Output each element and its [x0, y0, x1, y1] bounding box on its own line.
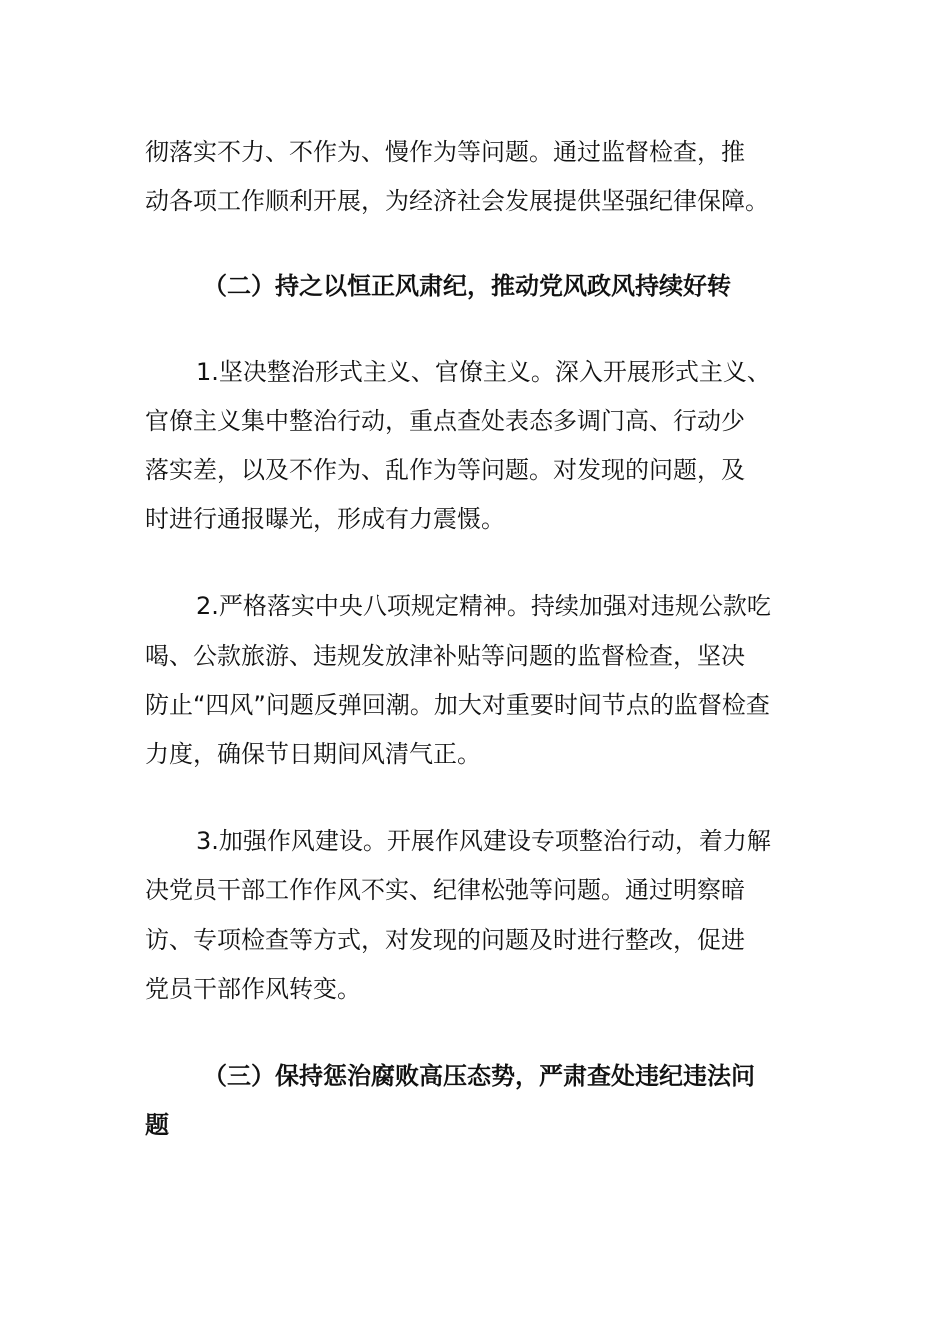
paragraph-line: 力度，确保节日期间风清气正。 — [145, 740, 481, 768]
paragraph-line: 党员干部作风转变。 — [145, 975, 361, 1003]
paragraph-line: 动各项工作顺利开展，为经济社会发展提供坚强纪律保障。 — [145, 187, 769, 215]
paragraph-line: 决党员干部工作作风不实、纪律松弛等问题。通过明察暗 — [145, 876, 745, 904]
paragraph-line: 官僚主义集中整治行动，重点查处表态多调门高、行动少 — [145, 407, 745, 435]
paragraph-line: 时进行通报曝光，形成有力震慑。 — [145, 505, 505, 533]
paragraph-line: 防止“四风”问题反弹回潮。加大对重要时间节点的监督检查 — [145, 691, 770, 719]
heading-line: 题 — [145, 1111, 169, 1139]
section-two-heading: （二）持之以恒正风肃纪，推动党风政风持续好转 — [203, 272, 731, 300]
paragraph-line: 2.严格落实中央八项规定精神。持续加强对违规公款吃 — [196, 592, 771, 620]
paragraph-line: 喝、公款旅游、违规发放津补贴等问题的监督检查，坚决 — [145, 642, 745, 670]
paragraph-line: 彻落实不力、不作为、慢作为等问题。通过监督检查，推 — [145, 138, 745, 166]
paragraph-line: 访、专项检查等方式，对发现的问题及时进行整改，促进 — [145, 926, 745, 954]
paragraph-line: 1.坚决整治形式主义、官僚主义。深入开展形式主义、 — [196, 358, 771, 386]
paragraph-line: 3.加强作风建设。开展作风建设专项整治行动，着力解 — [196, 827, 771, 855]
heading-line: （三）保持惩治腐败高压态势，严肃查处违纪违法问 — [203, 1062, 755, 1090]
paragraph-line: 落实差，以及不作为、乱作为等问题。对发现的问题，及 — [145, 456, 745, 484]
